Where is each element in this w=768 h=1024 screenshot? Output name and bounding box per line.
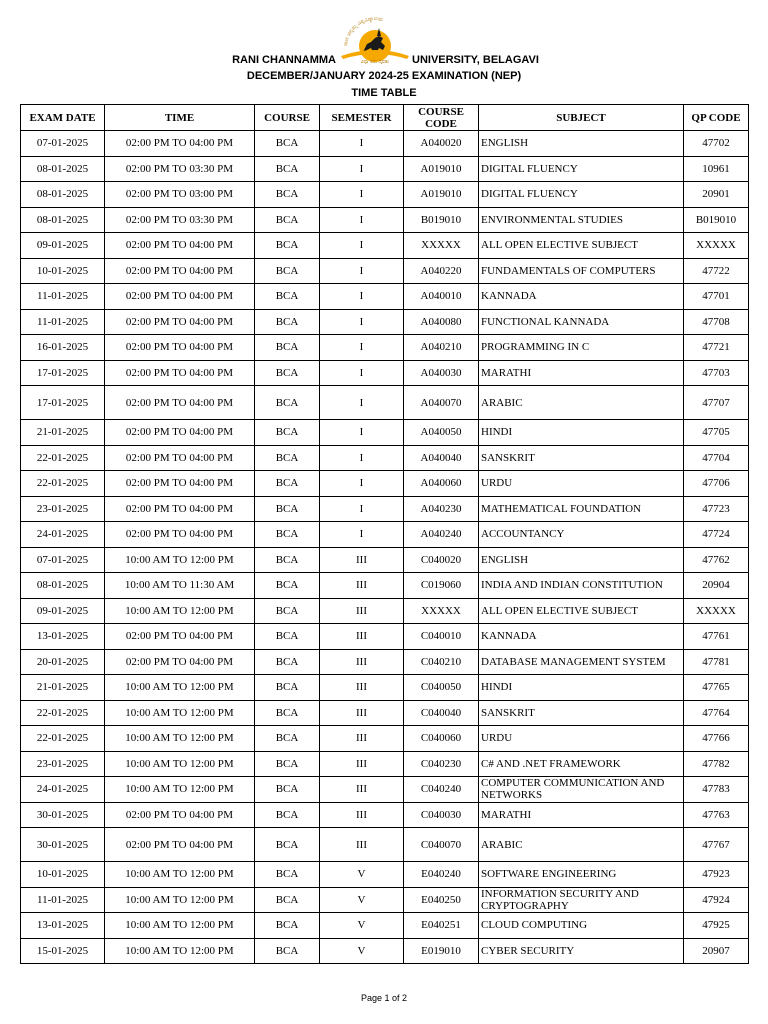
time-cell: 02:00 PM TO 04:00 PM bbox=[105, 233, 255, 259]
qp-code-cell: 20904 bbox=[684, 573, 749, 599]
qp-code-cell: 47707 bbox=[684, 386, 749, 420]
table-row bbox=[21, 675, 749, 701]
time-cell: 02:00 PM TO 04:00 PM bbox=[105, 828, 255, 862]
course-cell: BCA bbox=[255, 624, 320, 650]
table-row bbox=[21, 913, 749, 939]
course-code-cell: A040220 bbox=[404, 258, 479, 284]
qp-code-cell: 47783 bbox=[684, 777, 749, 803]
exam-date-cell: 22-01-2025 bbox=[21, 445, 105, 471]
course-code-cell: C040020 bbox=[404, 547, 479, 573]
subject-cell: HINDI bbox=[479, 675, 684, 701]
exam-date-cell: 07-01-2025 bbox=[21, 131, 105, 157]
exam-date-cell: 17-01-2025 bbox=[21, 360, 105, 386]
qp-code-cell: 47703 bbox=[684, 360, 749, 386]
col-header-semester: SEMESTER bbox=[320, 105, 404, 131]
table-row bbox=[21, 887, 749, 913]
semester-cell: I bbox=[320, 182, 404, 208]
svg-text:ವಿದ್ಯಾ ಪರಂ ದೈವತಂ: ವಿದ್ಯಾ ಪರಂ ದೈವತಂ bbox=[360, 60, 390, 64]
course-cell: BCA bbox=[255, 258, 320, 284]
time-cell: 02:00 PM TO 04:00 PM bbox=[105, 131, 255, 157]
course-code-cell: XXXXX bbox=[404, 598, 479, 624]
qp-code-cell: 47721 bbox=[684, 335, 749, 361]
exam-date-cell: 08-01-2025 bbox=[21, 182, 105, 208]
exam-date-cell: 22-01-2025 bbox=[21, 700, 105, 726]
timetable-body bbox=[21, 131, 749, 964]
qp-code-cell: 47705 bbox=[684, 420, 749, 446]
course-cell: BCA bbox=[255, 233, 320, 259]
course-code-cell: A040060 bbox=[404, 471, 479, 497]
table-row bbox=[21, 547, 749, 573]
table-row bbox=[21, 624, 749, 650]
subject-cell: URDU bbox=[479, 726, 684, 752]
time-cell: 02:00 PM TO 04:00 PM bbox=[105, 802, 255, 828]
course-cell: BCA bbox=[255, 547, 320, 573]
subject-cell: ENGLISH bbox=[479, 131, 684, 157]
subject-cell: SANSKRIT bbox=[479, 445, 684, 471]
table-row bbox=[21, 573, 749, 599]
university-emblem-logo bbox=[337, 14, 413, 64]
semester-cell: I bbox=[320, 522, 404, 548]
time-cell: 10:00 AM TO 12:00 PM bbox=[105, 777, 255, 803]
time-cell: 10:00 AM TO 12:00 PM bbox=[105, 547, 255, 573]
course-code-cell: E040251 bbox=[404, 913, 479, 939]
course-cell: BCA bbox=[255, 284, 320, 310]
semester-cell: III bbox=[320, 649, 404, 675]
semester-cell: I bbox=[320, 156, 404, 182]
course-cell: BCA bbox=[255, 522, 320, 548]
table-row bbox=[21, 233, 749, 259]
course-code-cell: C040230 bbox=[404, 751, 479, 777]
subject-cell: ACCOUNTANCY bbox=[479, 522, 684, 548]
qp-code-cell: 47761 bbox=[684, 624, 749, 650]
subject-cell: INDIA AND INDIAN CONSTITUTION bbox=[479, 573, 684, 599]
subject-cell: MARATHI bbox=[479, 360, 684, 386]
exam-date-cell: 22-01-2025 bbox=[21, 471, 105, 497]
time-cell: 10:00 AM TO 12:00 PM bbox=[105, 726, 255, 752]
course-code-cell: E040250 bbox=[404, 887, 479, 913]
time-cell: 02:00 PM TO 04:00 PM bbox=[105, 309, 255, 335]
col-header-course: COURSE bbox=[255, 105, 320, 131]
time-cell: 02:00 PM TO 04:00 PM bbox=[105, 420, 255, 446]
page-number: Page 1 of 2 bbox=[360, 993, 408, 1003]
table-row bbox=[21, 258, 749, 284]
semester-cell: III bbox=[320, 751, 404, 777]
qp-code-cell: 47723 bbox=[684, 496, 749, 522]
time-cell: 02:00 PM TO 03:30 PM bbox=[105, 156, 255, 182]
time-cell: 10:00 AM TO 12:00 PM bbox=[105, 598, 255, 624]
time-cell: 02:00 PM TO 04:00 PM bbox=[105, 335, 255, 361]
exam-date-cell: 08-01-2025 bbox=[21, 573, 105, 599]
subject-cell: FUNDAMENTALS OF COMPUTERS bbox=[479, 258, 684, 284]
qp-code-cell: B019010 bbox=[684, 207, 749, 233]
course-cell: BCA bbox=[255, 751, 320, 777]
semester-cell: I bbox=[320, 445, 404, 471]
course-cell: BCA bbox=[255, 156, 320, 182]
col-header-course-code: COURSE CODE bbox=[404, 105, 479, 131]
qp-code-cell: 47764 bbox=[684, 700, 749, 726]
subject-cell: KANNADA bbox=[479, 284, 684, 310]
semester-cell: I bbox=[320, 309, 404, 335]
table-header-row bbox=[21, 105, 749, 131]
table-row bbox=[21, 386, 749, 420]
table-row bbox=[21, 445, 749, 471]
time-cell: 02:00 PM TO 04:00 PM bbox=[105, 624, 255, 650]
subject-cell: ALL OPEN ELECTIVE SUBJECT bbox=[479, 233, 684, 259]
subject-cell: HINDI bbox=[479, 420, 684, 446]
table-row bbox=[21, 335, 749, 361]
table-row bbox=[21, 420, 749, 446]
table-row bbox=[21, 777, 749, 803]
table-row bbox=[21, 156, 749, 182]
svg-text:ರಾಣಿ ಚನ್ನಮ್ಮ ವಿಶ್ವವಿದ್ಯಾಲಯ: ರಾಣಿ ಚನ್ನಮ್ಮ ವಿಶ್ವವಿದ್ಯಾಲಯ bbox=[343, 15, 384, 47]
subject-cell: SANSKRIT bbox=[479, 700, 684, 726]
exam-date-cell: 08-01-2025 bbox=[21, 207, 105, 233]
semester-cell: I bbox=[320, 233, 404, 259]
subject-cell: DIGITAL FLUENCY bbox=[479, 156, 684, 182]
time-cell: 02:00 PM TO 04:00 PM bbox=[105, 496, 255, 522]
subject-cell: MATHEMATICAL FOUNDATION bbox=[479, 496, 684, 522]
exam-date-cell: 23-01-2025 bbox=[21, 751, 105, 777]
table-row bbox=[21, 522, 749, 548]
semester-cell: III bbox=[320, 777, 404, 803]
exam-date-cell: 07-01-2025 bbox=[21, 547, 105, 573]
qp-code-cell: 47923 bbox=[684, 862, 749, 888]
time-cell: 02:00 PM TO 04:00 PM bbox=[105, 284, 255, 310]
table-row bbox=[21, 496, 749, 522]
exam-date-cell: 23-01-2025 bbox=[21, 496, 105, 522]
course-cell: BCA bbox=[255, 913, 320, 939]
course-cell: BCA bbox=[255, 573, 320, 599]
qp-code-cell: 10961 bbox=[684, 156, 749, 182]
timetable bbox=[20, 104, 749, 964]
course-cell: BCA bbox=[255, 360, 320, 386]
course-cell: BCA bbox=[255, 700, 320, 726]
qp-code-cell: 47767 bbox=[684, 828, 749, 862]
qp-code-cell: 47782 bbox=[684, 751, 749, 777]
exam-date-cell: 21-01-2025 bbox=[21, 675, 105, 701]
exam-date-cell: 09-01-2025 bbox=[21, 233, 105, 259]
course-cell: BCA bbox=[255, 496, 320, 522]
course-cell: BCA bbox=[255, 777, 320, 803]
exam-date-cell: 11-01-2025 bbox=[21, 284, 105, 310]
exam-date-cell: 13-01-2025 bbox=[21, 913, 105, 939]
semester-cell: I bbox=[320, 258, 404, 284]
university-name-right: UNIVERSITY, BELAGAVI bbox=[412, 54, 539, 66]
exam-date-cell: 20-01-2025 bbox=[21, 649, 105, 675]
qp-code-cell: XXXXX bbox=[684, 598, 749, 624]
semester-cell: III bbox=[320, 624, 404, 650]
subject-cell: ARABIC bbox=[479, 386, 684, 420]
course-code-cell: C040050 bbox=[404, 675, 479, 701]
time-cell: 10:00 AM TO 12:00 PM bbox=[105, 887, 255, 913]
semester-cell: I bbox=[320, 335, 404, 361]
table-row bbox=[21, 938, 749, 964]
qp-code-cell: 47706 bbox=[684, 471, 749, 497]
exam-date-cell: 16-01-2025 bbox=[21, 335, 105, 361]
time-cell: 10:00 AM TO 12:00 PM bbox=[105, 751, 255, 777]
subject-cell: ENGLISH bbox=[479, 547, 684, 573]
doc-title: TIME TABLE bbox=[351, 87, 417, 99]
course-code-cell: XXXXX bbox=[404, 233, 479, 259]
course-cell: BCA bbox=[255, 828, 320, 862]
exam-date-cell: 13-01-2025 bbox=[21, 624, 105, 650]
subject-cell: MARATHI bbox=[479, 802, 684, 828]
course-code-cell: A040230 bbox=[404, 496, 479, 522]
qp-code-cell: 20901 bbox=[684, 182, 749, 208]
qp-code-cell: 47701 bbox=[684, 284, 749, 310]
course-cell: BCA bbox=[255, 598, 320, 624]
course-cell: BCA bbox=[255, 420, 320, 446]
course-code-cell: C040210 bbox=[404, 649, 479, 675]
exam-date-cell: 30-01-2025 bbox=[21, 828, 105, 862]
university-name-left: RANI CHANNAMMA bbox=[232, 54, 336, 66]
time-cell: 02:00 PM TO 03:30 PM bbox=[105, 207, 255, 233]
qp-code-cell: 47708 bbox=[684, 309, 749, 335]
exam-date-cell: 21-01-2025 bbox=[21, 420, 105, 446]
exam-date-cell: 11-01-2025 bbox=[21, 887, 105, 913]
subject-cell: SOFTWARE ENGINEERING bbox=[479, 862, 684, 888]
subject-cell: DATABASE MANAGEMENT SYSTEM bbox=[479, 649, 684, 675]
table-row bbox=[21, 309, 749, 335]
table-row bbox=[21, 862, 749, 888]
exam-date-cell: 15-01-2025 bbox=[21, 938, 105, 964]
qp-code-cell: 47766 bbox=[684, 726, 749, 752]
exam-date-cell: 10-01-2025 bbox=[21, 862, 105, 888]
qp-code-cell: 47763 bbox=[684, 802, 749, 828]
course-code-cell: C019060 bbox=[404, 573, 479, 599]
course-cell: BCA bbox=[255, 471, 320, 497]
course-code-cell: E019010 bbox=[404, 938, 479, 964]
course-cell: BCA bbox=[255, 802, 320, 828]
table-row bbox=[21, 751, 749, 777]
time-cell: 10:00 AM TO 12:00 PM bbox=[105, 862, 255, 888]
time-cell: 10:00 AM TO 12:00 PM bbox=[105, 675, 255, 701]
semester-cell: III bbox=[320, 675, 404, 701]
course-code-cell: C040070 bbox=[404, 828, 479, 862]
time-cell: 10:00 AM TO 11:30 AM bbox=[105, 573, 255, 599]
course-code-cell: A040080 bbox=[404, 309, 479, 335]
col-header-time: TIME bbox=[105, 105, 255, 131]
qp-code-cell: 47924 bbox=[684, 887, 749, 913]
table-row bbox=[21, 726, 749, 752]
semester-cell: I bbox=[320, 471, 404, 497]
course-cell: BCA bbox=[255, 335, 320, 361]
qp-code-cell: 47765 bbox=[684, 675, 749, 701]
time-cell: 10:00 AM TO 12:00 PM bbox=[105, 700, 255, 726]
exam-title: DECEMBER/JANUARY 2024-25 EXAMINATION (NEP) bbox=[246, 70, 522, 82]
semester-cell: I bbox=[320, 207, 404, 233]
exam-date-cell: 22-01-2025 bbox=[21, 726, 105, 752]
semester-cell: III bbox=[320, 802, 404, 828]
semester-cell: III bbox=[320, 573, 404, 599]
exam-date-cell: 10-01-2025 bbox=[21, 258, 105, 284]
course-code-cell: A040040 bbox=[404, 445, 479, 471]
exam-date-cell: 08-01-2025 bbox=[21, 156, 105, 182]
exam-date-cell: 24-01-2025 bbox=[21, 777, 105, 803]
course-code-cell: A019010 bbox=[404, 156, 479, 182]
course-cell: BCA bbox=[255, 887, 320, 913]
course-cell: BCA bbox=[255, 182, 320, 208]
table-row bbox=[21, 700, 749, 726]
subject-cell: CYBER SECURITY bbox=[479, 938, 684, 964]
course-cell: BCA bbox=[255, 675, 320, 701]
semester-cell: III bbox=[320, 598, 404, 624]
table-row bbox=[21, 131, 749, 157]
course-cell: BCA bbox=[255, 726, 320, 752]
col-header-exam-date: EXAM DATE bbox=[21, 105, 105, 131]
time-cell: 02:00 PM TO 03:00 PM bbox=[105, 182, 255, 208]
semester-cell: III bbox=[320, 828, 404, 862]
table-row bbox=[21, 360, 749, 386]
semester-cell: I bbox=[320, 496, 404, 522]
time-cell: 02:00 PM TO 04:00 PM bbox=[105, 360, 255, 386]
course-code-cell: A040210 bbox=[404, 335, 479, 361]
subject-cell: CLOUD COMPUTING bbox=[479, 913, 684, 939]
course-cell: BCA bbox=[255, 131, 320, 157]
exam-date-cell: 11-01-2025 bbox=[21, 309, 105, 335]
course-code-cell: A040240 bbox=[404, 522, 479, 548]
exam-date-cell: 09-01-2025 bbox=[21, 598, 105, 624]
course-code-cell: C040040 bbox=[404, 700, 479, 726]
course-cell: BCA bbox=[255, 207, 320, 233]
exam-date-cell: 24-01-2025 bbox=[21, 522, 105, 548]
qp-code-cell: 47925 bbox=[684, 913, 749, 939]
qp-code-cell: 47704 bbox=[684, 445, 749, 471]
col-header-subject: SUBJECT bbox=[479, 105, 684, 131]
table-row bbox=[21, 207, 749, 233]
course-code-cell: B019010 bbox=[404, 207, 479, 233]
course-cell: BCA bbox=[255, 862, 320, 888]
course-code-cell: A040010 bbox=[404, 284, 479, 310]
course-code-cell: E040240 bbox=[404, 862, 479, 888]
qp-code-cell: 47702 bbox=[684, 131, 749, 157]
table-row bbox=[21, 471, 749, 497]
subject-cell: ALL OPEN ELECTIVE SUBJECT bbox=[479, 598, 684, 624]
time-cell: 02:00 PM TO 04:00 PM bbox=[105, 522, 255, 548]
course-code-cell: C040060 bbox=[404, 726, 479, 752]
semester-cell: V bbox=[320, 887, 404, 913]
semester-cell: V bbox=[320, 913, 404, 939]
qp-code-cell: 47781 bbox=[684, 649, 749, 675]
subject-cell: INFORMATION SECURITY AND CRYPTOGRAPHY bbox=[479, 887, 684, 913]
time-cell: 10:00 AM TO 12:00 PM bbox=[105, 938, 255, 964]
subject-cell: COMPUTER COMMUNICATION AND NETWORKS bbox=[479, 777, 684, 803]
qp-code-cell: 20907 bbox=[684, 938, 749, 964]
table-row bbox=[21, 828, 749, 862]
semester-cell: I bbox=[320, 360, 404, 386]
semester-cell: III bbox=[320, 547, 404, 573]
qp-code-cell: XXXXX bbox=[684, 233, 749, 259]
time-cell: 02:00 PM TO 04:00 PM bbox=[105, 471, 255, 497]
course-code-cell: A040030 bbox=[404, 360, 479, 386]
exam-date-cell: 30-01-2025 bbox=[21, 802, 105, 828]
course-code-cell: A019010 bbox=[404, 182, 479, 208]
subject-cell: URDU bbox=[479, 471, 684, 497]
course-cell: BCA bbox=[255, 309, 320, 335]
qp-code-cell: 47724 bbox=[684, 522, 749, 548]
subject-cell: FUNCTIONAL KANNADA bbox=[479, 309, 684, 335]
subject-cell: DIGITAL FLUENCY bbox=[479, 182, 684, 208]
semester-cell: I bbox=[320, 386, 404, 420]
time-cell: 02:00 PM TO 04:00 PM bbox=[105, 649, 255, 675]
course-code-cell: C040010 bbox=[404, 624, 479, 650]
subject-cell: KANNADA bbox=[479, 624, 684, 650]
course-code-cell: C040240 bbox=[404, 777, 479, 803]
semester-cell: I bbox=[320, 284, 404, 310]
table-row bbox=[21, 598, 749, 624]
semester-cell: I bbox=[320, 420, 404, 446]
table-row bbox=[21, 284, 749, 310]
subject-cell: PROGRAMMING IN C bbox=[479, 335, 684, 361]
course-cell: BCA bbox=[255, 938, 320, 964]
subject-cell: ARABIC bbox=[479, 828, 684, 862]
subject-cell: C# AND .NET FRAMEWORK bbox=[479, 751, 684, 777]
semester-cell: V bbox=[320, 862, 404, 888]
time-cell: 10:00 AM TO 12:00 PM bbox=[105, 913, 255, 939]
course-cell: BCA bbox=[255, 649, 320, 675]
table-row bbox=[21, 182, 749, 208]
table-row bbox=[21, 649, 749, 675]
exam-date-cell: 17-01-2025 bbox=[21, 386, 105, 420]
course-cell: BCA bbox=[255, 445, 320, 471]
time-cell: 02:00 PM TO 04:00 PM bbox=[105, 445, 255, 471]
table-row bbox=[21, 802, 749, 828]
semester-cell: III bbox=[320, 726, 404, 752]
course-code-cell: C040030 bbox=[404, 802, 479, 828]
qp-code-cell: 47722 bbox=[684, 258, 749, 284]
subject-cell: ENVIRONMENTAL STUDIES bbox=[479, 207, 684, 233]
col-header-qp-code: QP CODE bbox=[684, 105, 749, 131]
semester-cell: III bbox=[320, 700, 404, 726]
qp-code-cell: 47762 bbox=[684, 547, 749, 573]
course-code-cell: A040050 bbox=[404, 420, 479, 446]
time-cell: 02:00 PM TO 04:00 PM bbox=[105, 386, 255, 420]
course-code-cell: A040020 bbox=[404, 131, 479, 157]
time-cell: 02:00 PM TO 04:00 PM bbox=[105, 258, 255, 284]
semester-cell: V bbox=[320, 938, 404, 964]
semester-cell: I bbox=[320, 131, 404, 157]
course-cell: BCA bbox=[255, 386, 320, 420]
course-code-cell: A040070 bbox=[404, 386, 479, 420]
